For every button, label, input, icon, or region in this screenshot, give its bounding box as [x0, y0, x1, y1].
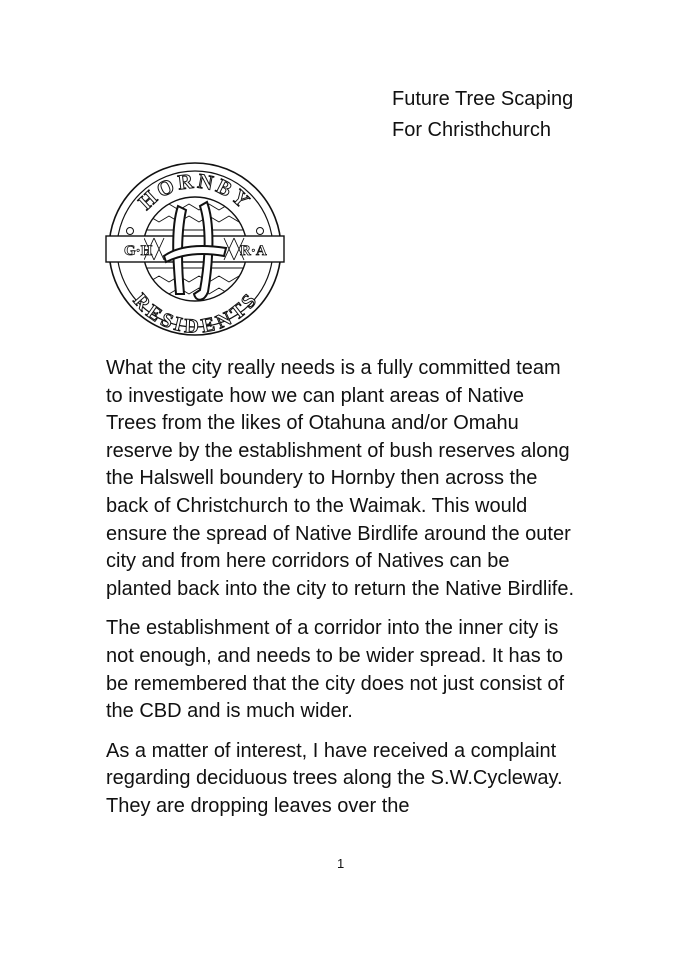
document-title [392, 84, 573, 146]
logo-left-text: G·H [124, 243, 153, 259]
logo-right-text: R·A [240, 243, 267, 259]
paragraph-2: The establishment of a corridor into the inner city is not enough, and needs to be wider spread. It has to be remembered that the city does not just consist of the CBD and is much wider. [106, 617, 565, 723]
title-line-2: For Christhchurch [392, 119, 551, 141]
page-number: 1 [337, 856, 345, 871]
title-line-1: Future Tree Scaping [392, 88, 574, 110]
paragraph-3: As a matter of interest, I have received a complaint regarding deciduous trees along the S.W.Cycleway. They are dropping leaves over the [106, 739, 563, 817]
paragraph-1: What the city really needs is a fully committed team to investigate how we can plant areas of Native Trees from the likes of Otahuna and/or Omahu reserve by the establishment of bush reserves along the Halswell boundery to Hornby then across the back of Christchurch to the Waimak. This would ensure the spread of Native Birdlife around the outer city and from here corridors of Natives can be planted back into the city to return the Native Birdlife. [106, 357, 575, 600]
logo-bottom-text: RESIDENTS [128, 289, 262, 338]
hornby-residents-logo [104, 160, 286, 338]
logo-top-text: HORNBY [133, 168, 257, 215]
body-text [106, 355, 576, 833]
